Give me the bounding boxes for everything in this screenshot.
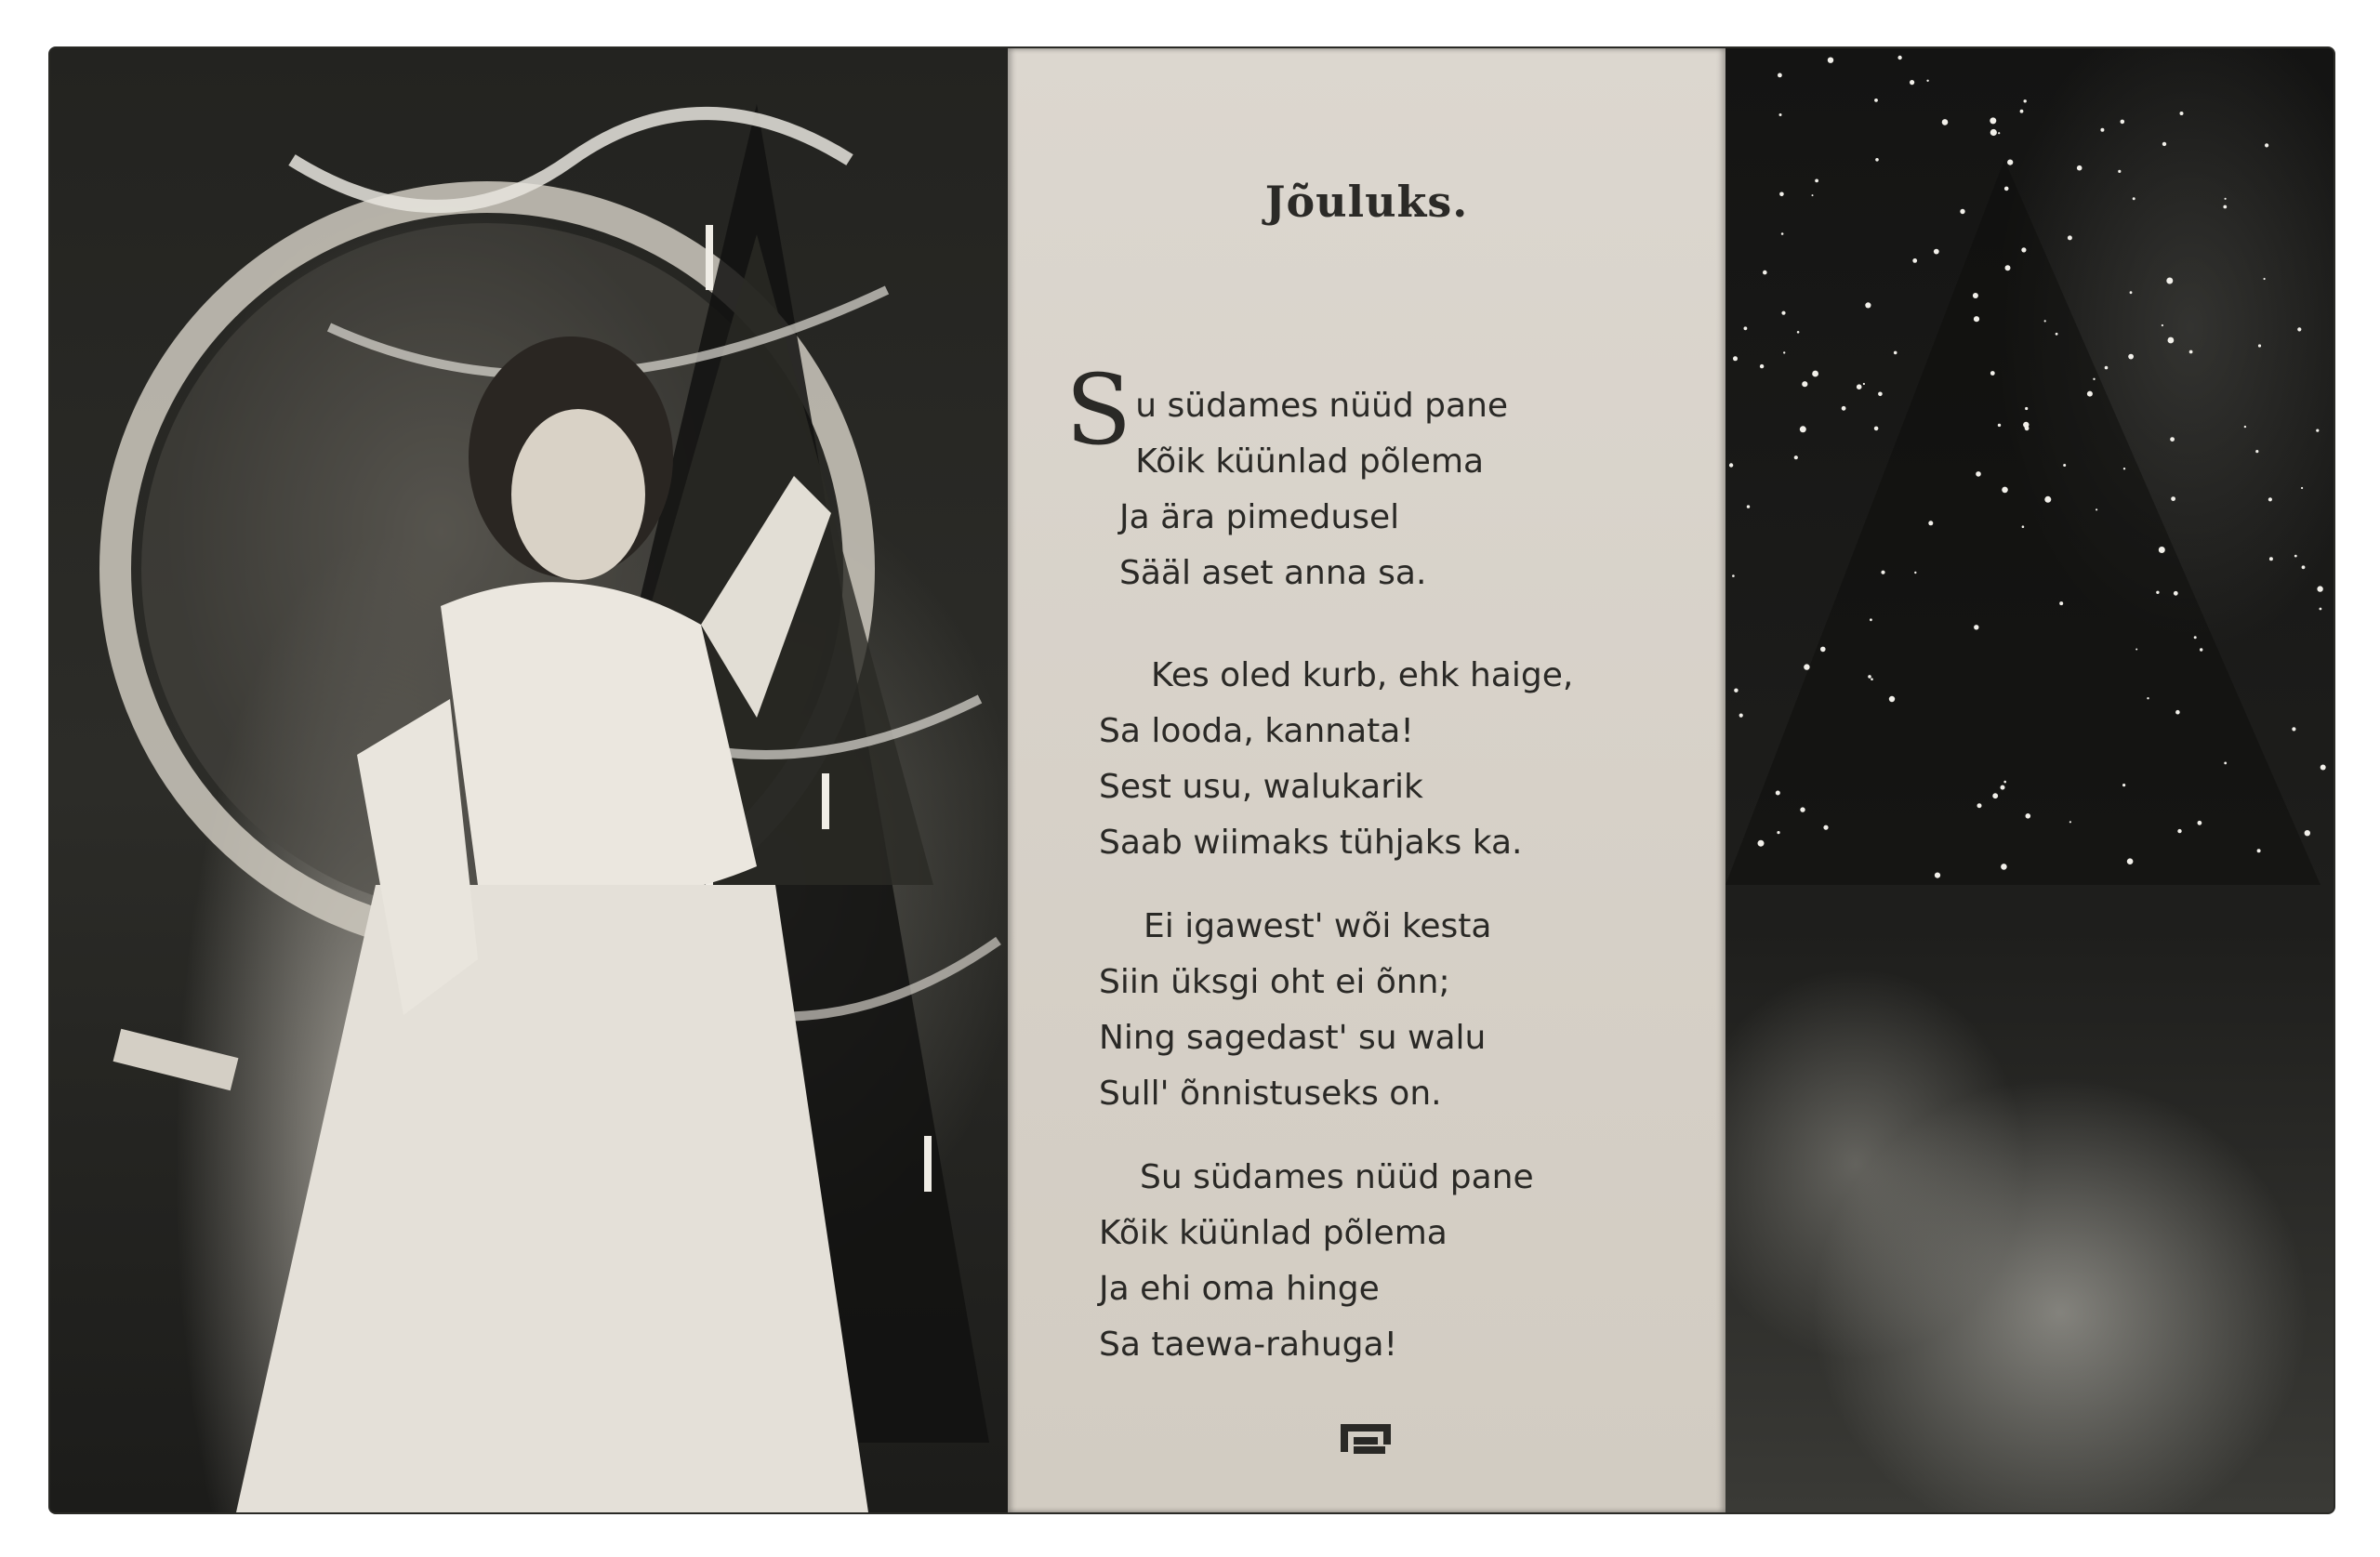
snow-speck (2004, 187, 2009, 191)
snow-speck (2269, 557, 2273, 561)
snow-speck (2001, 864, 2007, 870)
stanza-line: Kes oled kurb, ehk haige, (1151, 656, 1574, 694)
snow-speck (2224, 762, 2227, 765)
snow-speck (1760, 364, 1764, 368)
snow-speck (2162, 142, 2166, 146)
snow-speck (1802, 381, 1807, 387)
snow-speck (1781, 232, 1784, 235)
snow-speck (1828, 58, 1833, 63)
snow-speck (2320, 765, 2326, 771)
snow-speck (2168, 337, 2175, 344)
snow-speck (2133, 197, 2135, 200)
publisher-monogram-icon (1339, 1422, 1393, 1456)
snow-speck (2105, 366, 2109, 370)
stanza-line: Su südames nüüd pane (1140, 1158, 1534, 1196)
snow-speck (2056, 333, 2058, 336)
snow-speck (1823, 825, 1828, 830)
snow-speck (1739, 714, 1743, 718)
snow-speck (2175, 710, 2180, 715)
snow-speck (2225, 198, 2227, 200)
snow-speck (1865, 302, 1871, 308)
snow-speck (1874, 99, 1878, 102)
snow-speck (1894, 351, 1897, 355)
stanza-line: Saab wiimaks tühjaks ka. (1099, 824, 1523, 862)
photo-woman-by-christmas-tree (50, 48, 1008, 1512)
snow-speck (2255, 450, 2258, 453)
stanza-3 (1099, 899, 1817, 1122)
snow-speck (1926, 80, 1928, 82)
snow-speck (2159, 547, 2165, 553)
snow-speck (1990, 129, 1997, 136)
stanza-line: Ei igawest' wõi kesta (1144, 907, 1492, 945)
snow-speck (1881, 571, 1884, 574)
snow-speck (2003, 781, 2006, 784)
snow-speck (1977, 803, 1982, 808)
stanza-line: Ja ehi oma hinge (1099, 1270, 1380, 1308)
snow-speck (1912, 258, 1917, 263)
snow-speck (2189, 350, 2193, 354)
snow-speck (2021, 247, 2026, 252)
snow-speck (2258, 344, 2261, 347)
snow-speck (2268, 497, 2272, 501)
stanza-line: Ning sagedast' su walu (1099, 1019, 1487, 1057)
snow-speck (1781, 311, 1785, 315)
snow-speck (1758, 840, 1765, 847)
snow-speck (2147, 697, 2149, 699)
snow-speck (2063, 464, 2066, 467)
snow-speck (1763, 270, 1767, 275)
snow-speck (2020, 110, 2024, 113)
snow-speck (2297, 327, 2301, 331)
snow-speck (1779, 113, 1782, 116)
snow-speck (2223, 205, 2227, 209)
snow-speck (1820, 647, 1826, 653)
snow-speck (1998, 424, 2001, 427)
snow-speck (2118, 170, 2121, 173)
stanza-2 (1099, 648, 1817, 871)
snow-speck (1734, 689, 1738, 693)
snow-speck (2130, 291, 2133, 294)
snow-speck (1863, 383, 1865, 385)
snow-speck (2162, 324, 2163, 326)
snow-speck (1973, 293, 1978, 298)
snow-speck (1857, 384, 1862, 389)
snow-speck (1804, 664, 1809, 669)
snow-speck (2100, 128, 2104, 132)
stanza-line: Sa looda, kannata! (1099, 712, 1414, 750)
photo-woman-by-christmas-tree-illustration (50, 48, 1008, 1512)
snow-speck (2059, 601, 2063, 605)
photo-snowy-night-trees (1726, 48, 2334, 1512)
snow-speck (2264, 278, 2266, 280)
snow-speck (1747, 505, 1750, 508)
snow-speck (2292, 727, 2295, 731)
snow-speck (2265, 143, 2268, 147)
snow-speck (1878, 392, 1883, 397)
snow-speck (2025, 426, 2030, 430)
snow-speck (2127, 858, 2134, 864)
snow-speck (1783, 351, 1785, 353)
snow-speck (2007, 160, 2013, 165)
snow-speck (2069, 821, 2071, 823)
snow-speck (2301, 487, 2303, 489)
snow-speck (2166, 278, 2173, 284)
snow-speck (2093, 378, 2095, 380)
snow-speck (2177, 829, 2181, 833)
snow-speck (1812, 371, 1818, 377)
snow-speck (2180, 112, 2184, 115)
snow-speck (1800, 426, 1806, 432)
snow-speck (1960, 209, 1964, 214)
stanza-4 (1099, 1150, 1817, 1373)
postcard (50, 48, 2334, 1512)
snow-speck (1868, 675, 1871, 679)
snow-speck (1998, 132, 2000, 134)
snow-speck (2077, 165, 2082, 171)
snow-speck (1812, 194, 1814, 196)
snow-speck (1942, 119, 1949, 125)
snow-speck (1744, 326, 1748, 330)
snow-speck (1842, 406, 1846, 411)
snow-speck (2294, 555, 2297, 558)
snow-speck (2244, 426, 2246, 428)
snow-speck (2302, 565, 2306, 569)
snow-speck (2170, 437, 2175, 442)
snow-speck (2001, 785, 2005, 790)
stanza-line: Kõik küünlad põlema (1135, 442, 1485, 481)
snow-speck (1935, 873, 1940, 878)
snow-speck (1729, 463, 1733, 467)
snow-speck (2257, 849, 2261, 852)
snow-speck (2044, 320, 2046, 322)
snow-speck (1875, 158, 1879, 162)
snow-speck (1794, 455, 1798, 459)
snow-speck (2068, 235, 2072, 240)
stanza-line: Kõik küünlad põlema (1099, 1214, 1448, 1252)
snow-speck (1974, 625, 1978, 629)
stanza-line: Sääl aset anna sa. (1119, 554, 1427, 592)
snow-speck (2317, 586, 2322, 591)
snow-speck (1870, 618, 1872, 621)
snow-speck (2024, 99, 2027, 102)
snow-speck (1800, 807, 1805, 811)
snow-speck (1797, 331, 1800, 334)
snow-speck (2200, 648, 2202, 651)
snow-speck (2022, 525, 2025, 528)
snow-speck (2026, 813, 2031, 819)
poem-title: Jõuluks. (1264, 177, 1469, 227)
snow-speck (2096, 508, 2097, 510)
snow-speck (2320, 608, 2322, 611)
snow-speck (1928, 521, 1933, 525)
snow-speck (1732, 574, 1735, 577)
stanza-line: Ja ära pimedusel (1119, 498, 1400, 536)
snow-speck (2025, 407, 2028, 410)
snow-speck (1874, 427, 1879, 431)
snow-speck (1976, 471, 1981, 477)
snow-speck (1990, 371, 1995, 376)
poem-panel (1008, 48, 1726, 1512)
snow-speck (2002, 487, 2008, 494)
snow-speck (2123, 468, 2125, 469)
snow-speck (2087, 391, 2093, 397)
snow-speck (1889, 696, 1895, 702)
snow-speck (1897, 56, 1901, 59)
snow-speck (2156, 591, 2159, 594)
snow-speck (1776, 791, 1780, 796)
snow-speck (1992, 793, 1998, 798)
snow-speck (1777, 831, 1779, 834)
snow-speck (1815, 179, 1818, 183)
stanza-1 (1065, 353, 1783, 601)
snow-speck (2121, 120, 2125, 125)
stanza-line: Sest usu, walukarik (1099, 768, 1423, 806)
snow-speck (2316, 429, 2319, 432)
snow-speck (1778, 73, 1782, 78)
snow-speck (1974, 316, 1979, 322)
snow-speck (2171, 496, 2175, 501)
stanza-line: Sa taewa-rahuga! (1099, 1326, 1398, 1364)
snow-speck (2005, 265, 2011, 270)
snow-speck (1871, 678, 1873, 680)
snow-speck (1990, 117, 1996, 124)
snow-speck (2305, 830, 2310, 836)
snow-speck (2122, 784, 2125, 786)
stanza-line-text: u südames nüüd pane (1135, 387, 1509, 425)
snow-speck (1779, 192, 1784, 197)
snowfall-illustration (1726, 48, 2334, 1512)
snow-speck (1733, 356, 1738, 361)
snow-speck (1914, 572, 1916, 574)
snow-speck (1934, 249, 1939, 255)
snow-speck (2194, 636, 2197, 639)
stanza-line: Siin üksgi oht ei õnn; (1099, 963, 1450, 1001)
snow-speck (2044, 496, 2051, 503)
snow-speck (2198, 821, 2202, 825)
snow-speck (2128, 354, 2134, 360)
snow-speck (1910, 80, 1914, 85)
snow-speck (2135, 649, 2137, 651)
dropcap: S (1065, 353, 1132, 467)
snow-speck (2174, 591, 2178, 596)
stanza-line: Sull' õnnistuseks on. (1099, 1075, 1442, 1113)
